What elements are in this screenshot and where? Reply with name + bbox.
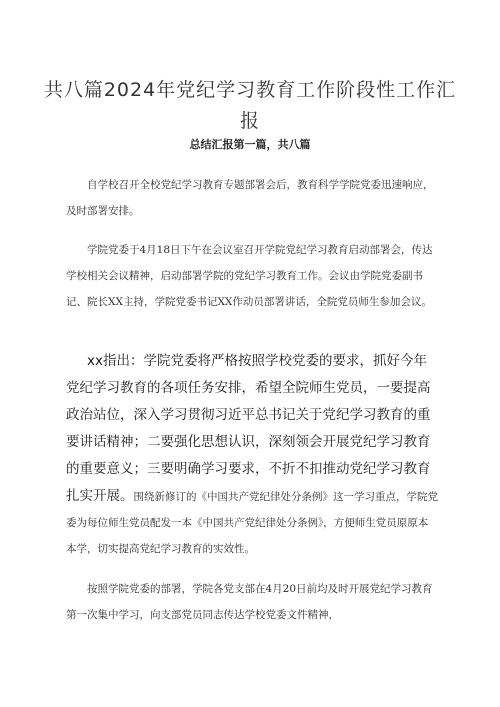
document-title: 共八篇2024年党纪学习教育工作阶段性工作汇报	[43, 78, 457, 132]
paragraph-1: 自学校召开全校党纪学习教育专题部署会后，教育科学学院党委迅速响应，及时部署安排。	[66, 179, 434, 217]
paragraph-2: 学院党委于4月18日下午在会议室召开学院党纪学习教育启动部署会，传达学校相关会议精神，启动部署学院的党纪学习教育工作。会议由学院党委副书记、院长XX主持，学院党委书记XX作动员部署讲话，全院党员师生参加会议。	[66, 244, 433, 308]
emphasis-lead: xx指出：学院党委将严格按照学校党委的要求，抓好今年党纪学习教育的各项任务安排，希望全院师生党员，一要提高政治站位，深入学习贯彻习近平总书记关于党纪学习教育的重要讲话精神；二要强化思想认识，深刻领会开展党纪学习教育的重要意义；三要明确学习要求，不折不扣推动党纪学习教育扎实开展。	[66, 353, 431, 504]
document-subtitle: 总结汇报第一篇，共八篇	[189, 138, 311, 151]
paragraph-emphasis	[66, 348, 438, 562]
paragraph-last: 按照学院党委的部署，学院各党支部在4月20日前均及时开展党纪学习教育第一次集中学习，向支部党员同志传达学校党委文件精神，	[66, 583, 433, 621]
emphasis-rest: 围绕新修订的《中国共产党纪律处分条例》这一学习重点，学院党委为每位师生党员配发一本《中国共产党纪律处分条例》，方便师生党员原原本本学，切实提高党纪学习教育的实效性。	[66, 491, 438, 555]
